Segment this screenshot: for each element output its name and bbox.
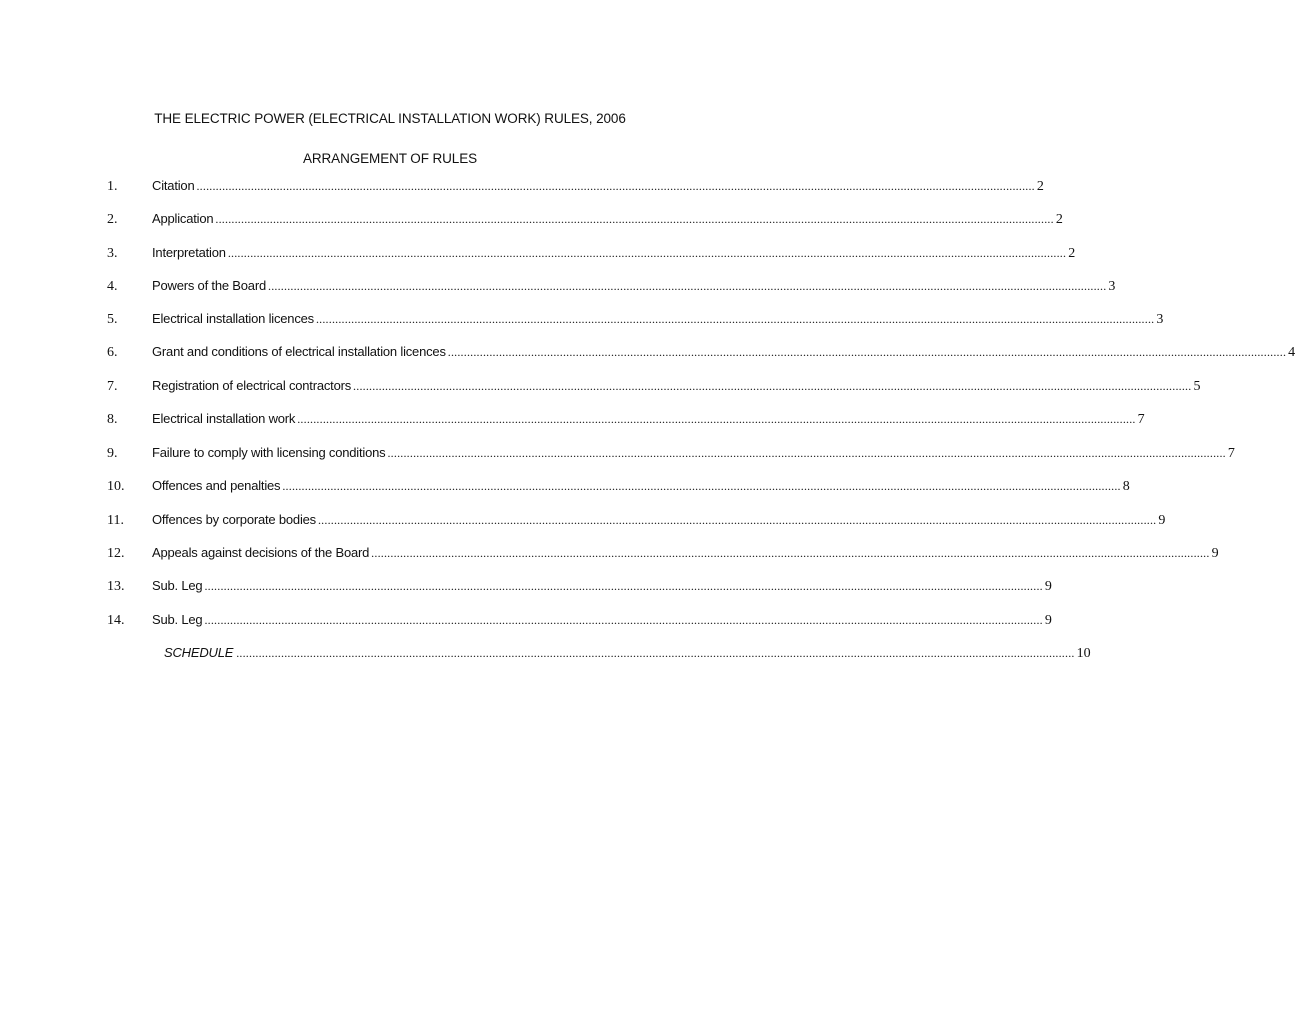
toc-row-2 xyxy=(0,211,1063,229)
toc-entry xyxy=(152,311,1164,328)
rule-title: Powers of the Board xyxy=(152,278,266,293)
rule-title: Electrical installation work xyxy=(152,411,296,426)
toc-row-6 xyxy=(0,344,1295,362)
toc-entry xyxy=(152,278,1116,295)
rule-number: 3. xyxy=(107,246,118,261)
toc-entry xyxy=(152,478,1130,495)
rule-title: Appeals against decisions of the Board xyxy=(152,545,370,560)
toc-row-12 xyxy=(0,545,1219,563)
rule-title: Offences by corporate bodies xyxy=(152,512,316,527)
rule-title: Sub. Leg xyxy=(152,578,203,593)
schedule-title: SCHEDULE xyxy=(164,645,234,660)
toc-entry xyxy=(152,211,1063,228)
rule-number: 4. xyxy=(107,279,118,294)
rule-number: 7. xyxy=(107,379,118,394)
dot-leader: ...................................................................................................................................................................................................................................................................... xyxy=(196,179,1035,193)
toc-row-1 xyxy=(0,178,1044,196)
dot-leader: ...................................................................................................................................................................................................................................................................... xyxy=(317,513,1157,527)
page-number: 9 xyxy=(1211,546,1219,561)
rule-title: Application xyxy=(152,211,214,226)
rule-number: 12. xyxy=(107,546,125,561)
toc-entry xyxy=(152,378,1201,395)
toc-entry xyxy=(152,178,1044,195)
rule-number: 2. xyxy=(107,212,118,227)
rule-number: 1. xyxy=(107,179,118,194)
dot-leader: ...................................................................................................................................................................................................................................................................... xyxy=(236,646,1075,660)
toc-row-11 xyxy=(0,512,1166,530)
toc-entry xyxy=(152,344,1295,361)
page-number: 2 xyxy=(1068,246,1076,261)
toc-entry xyxy=(152,578,1052,595)
toc-row-10 xyxy=(0,478,1130,496)
rule-title: Electrical installation licences xyxy=(152,311,314,326)
page-number: 7 xyxy=(1137,412,1145,427)
toc-entry xyxy=(152,245,1076,262)
page-number: 3 xyxy=(1156,312,1164,327)
dot-leader: ...................................................................................................................................................................................................................................................................... xyxy=(204,579,1043,593)
rule-title: Sub. Leg xyxy=(152,612,203,627)
toc-entry xyxy=(152,612,1052,629)
rule-number: 13. xyxy=(107,579,125,594)
toc-entry xyxy=(152,512,1166,529)
toc-row-3 xyxy=(0,245,1076,263)
toc-row-9 xyxy=(0,445,1235,463)
toc-row-7 xyxy=(0,378,1201,396)
schedule-page-number: 10 xyxy=(1076,646,1091,661)
dot-leader: ...................................................................................................................................................................................................................................................................... xyxy=(204,613,1043,627)
dot-leader: ...................................................................................................................................................................................................................................................................... xyxy=(353,379,1192,393)
toc-row-13 xyxy=(0,578,1052,596)
rule-title: Citation xyxy=(152,178,195,193)
page-number: 4 xyxy=(1288,345,1295,360)
page-number: 9 xyxy=(1044,613,1052,628)
dot-leader: ...................................................................................................................................................................................................................................................................... xyxy=(282,479,1121,493)
page-number: 9 xyxy=(1158,513,1166,528)
dot-leader: ...................................................................................................................................................................................................................................................................... xyxy=(215,212,1054,226)
dot-leader: ...................................................................................................................................................................................................................................................................... xyxy=(447,345,1287,359)
rule-title: Offences and penalties xyxy=(152,478,281,493)
dot-leader: ...................................................................................................................................................................................................................................................................... xyxy=(268,279,1107,293)
rule-title: Grant and conditions of electrical installation licences xyxy=(152,344,446,359)
document-title: THE ELECTRIC POWER (ELECTRICAL INSTALLATION WORK) RULES, 2006 xyxy=(154,111,626,126)
page-number: 2 xyxy=(1036,179,1044,194)
page-number: 9 xyxy=(1044,579,1052,594)
page-number: 3 xyxy=(1108,279,1116,294)
rule-number: 10. xyxy=(107,479,125,494)
rule-number: 6. xyxy=(107,345,118,360)
document-subtitle: ARRANGEMENT OF RULES xyxy=(302,151,478,166)
dot-leader: ...................................................................................................................................................................................................................................................................... xyxy=(315,312,1155,326)
rule-number: 9. xyxy=(107,446,118,461)
page-number: 5 xyxy=(1193,379,1201,394)
rule-number: 8. xyxy=(107,412,118,427)
rule-title: Failure to comply with licensing conditions xyxy=(152,445,386,460)
page-number: 2 xyxy=(1055,212,1063,227)
toc-entry xyxy=(152,411,1145,428)
dot-leader: ...................................................................................................................................................................................................................................................................... xyxy=(227,246,1067,260)
toc-row-14 xyxy=(0,612,1052,630)
rule-number: 11. xyxy=(107,513,124,528)
rule-title: Interpretation xyxy=(152,245,226,260)
toc-row-5 xyxy=(0,311,1164,329)
dot-leader: ...................................................................................................................................................................................................................................................................... xyxy=(371,546,1210,560)
toc-row-8 xyxy=(0,411,1145,429)
rule-number: 5. xyxy=(107,312,118,327)
schedule-entry xyxy=(164,645,1091,662)
rule-number: 14. xyxy=(107,613,125,628)
toc-entry xyxy=(152,545,1219,562)
toc-entry xyxy=(152,445,1235,462)
rule-title: Registration of electrical contractors xyxy=(152,378,352,393)
dot-leader: ...................................................................................................................................................................................................................................................................... xyxy=(387,446,1226,460)
page-number: 7 xyxy=(1227,446,1235,461)
page-number: 8 xyxy=(1122,479,1130,494)
dot-leader: ...................................................................................................................................................................................................................................................................... xyxy=(297,412,1136,426)
toc-row-4 xyxy=(0,278,1116,296)
